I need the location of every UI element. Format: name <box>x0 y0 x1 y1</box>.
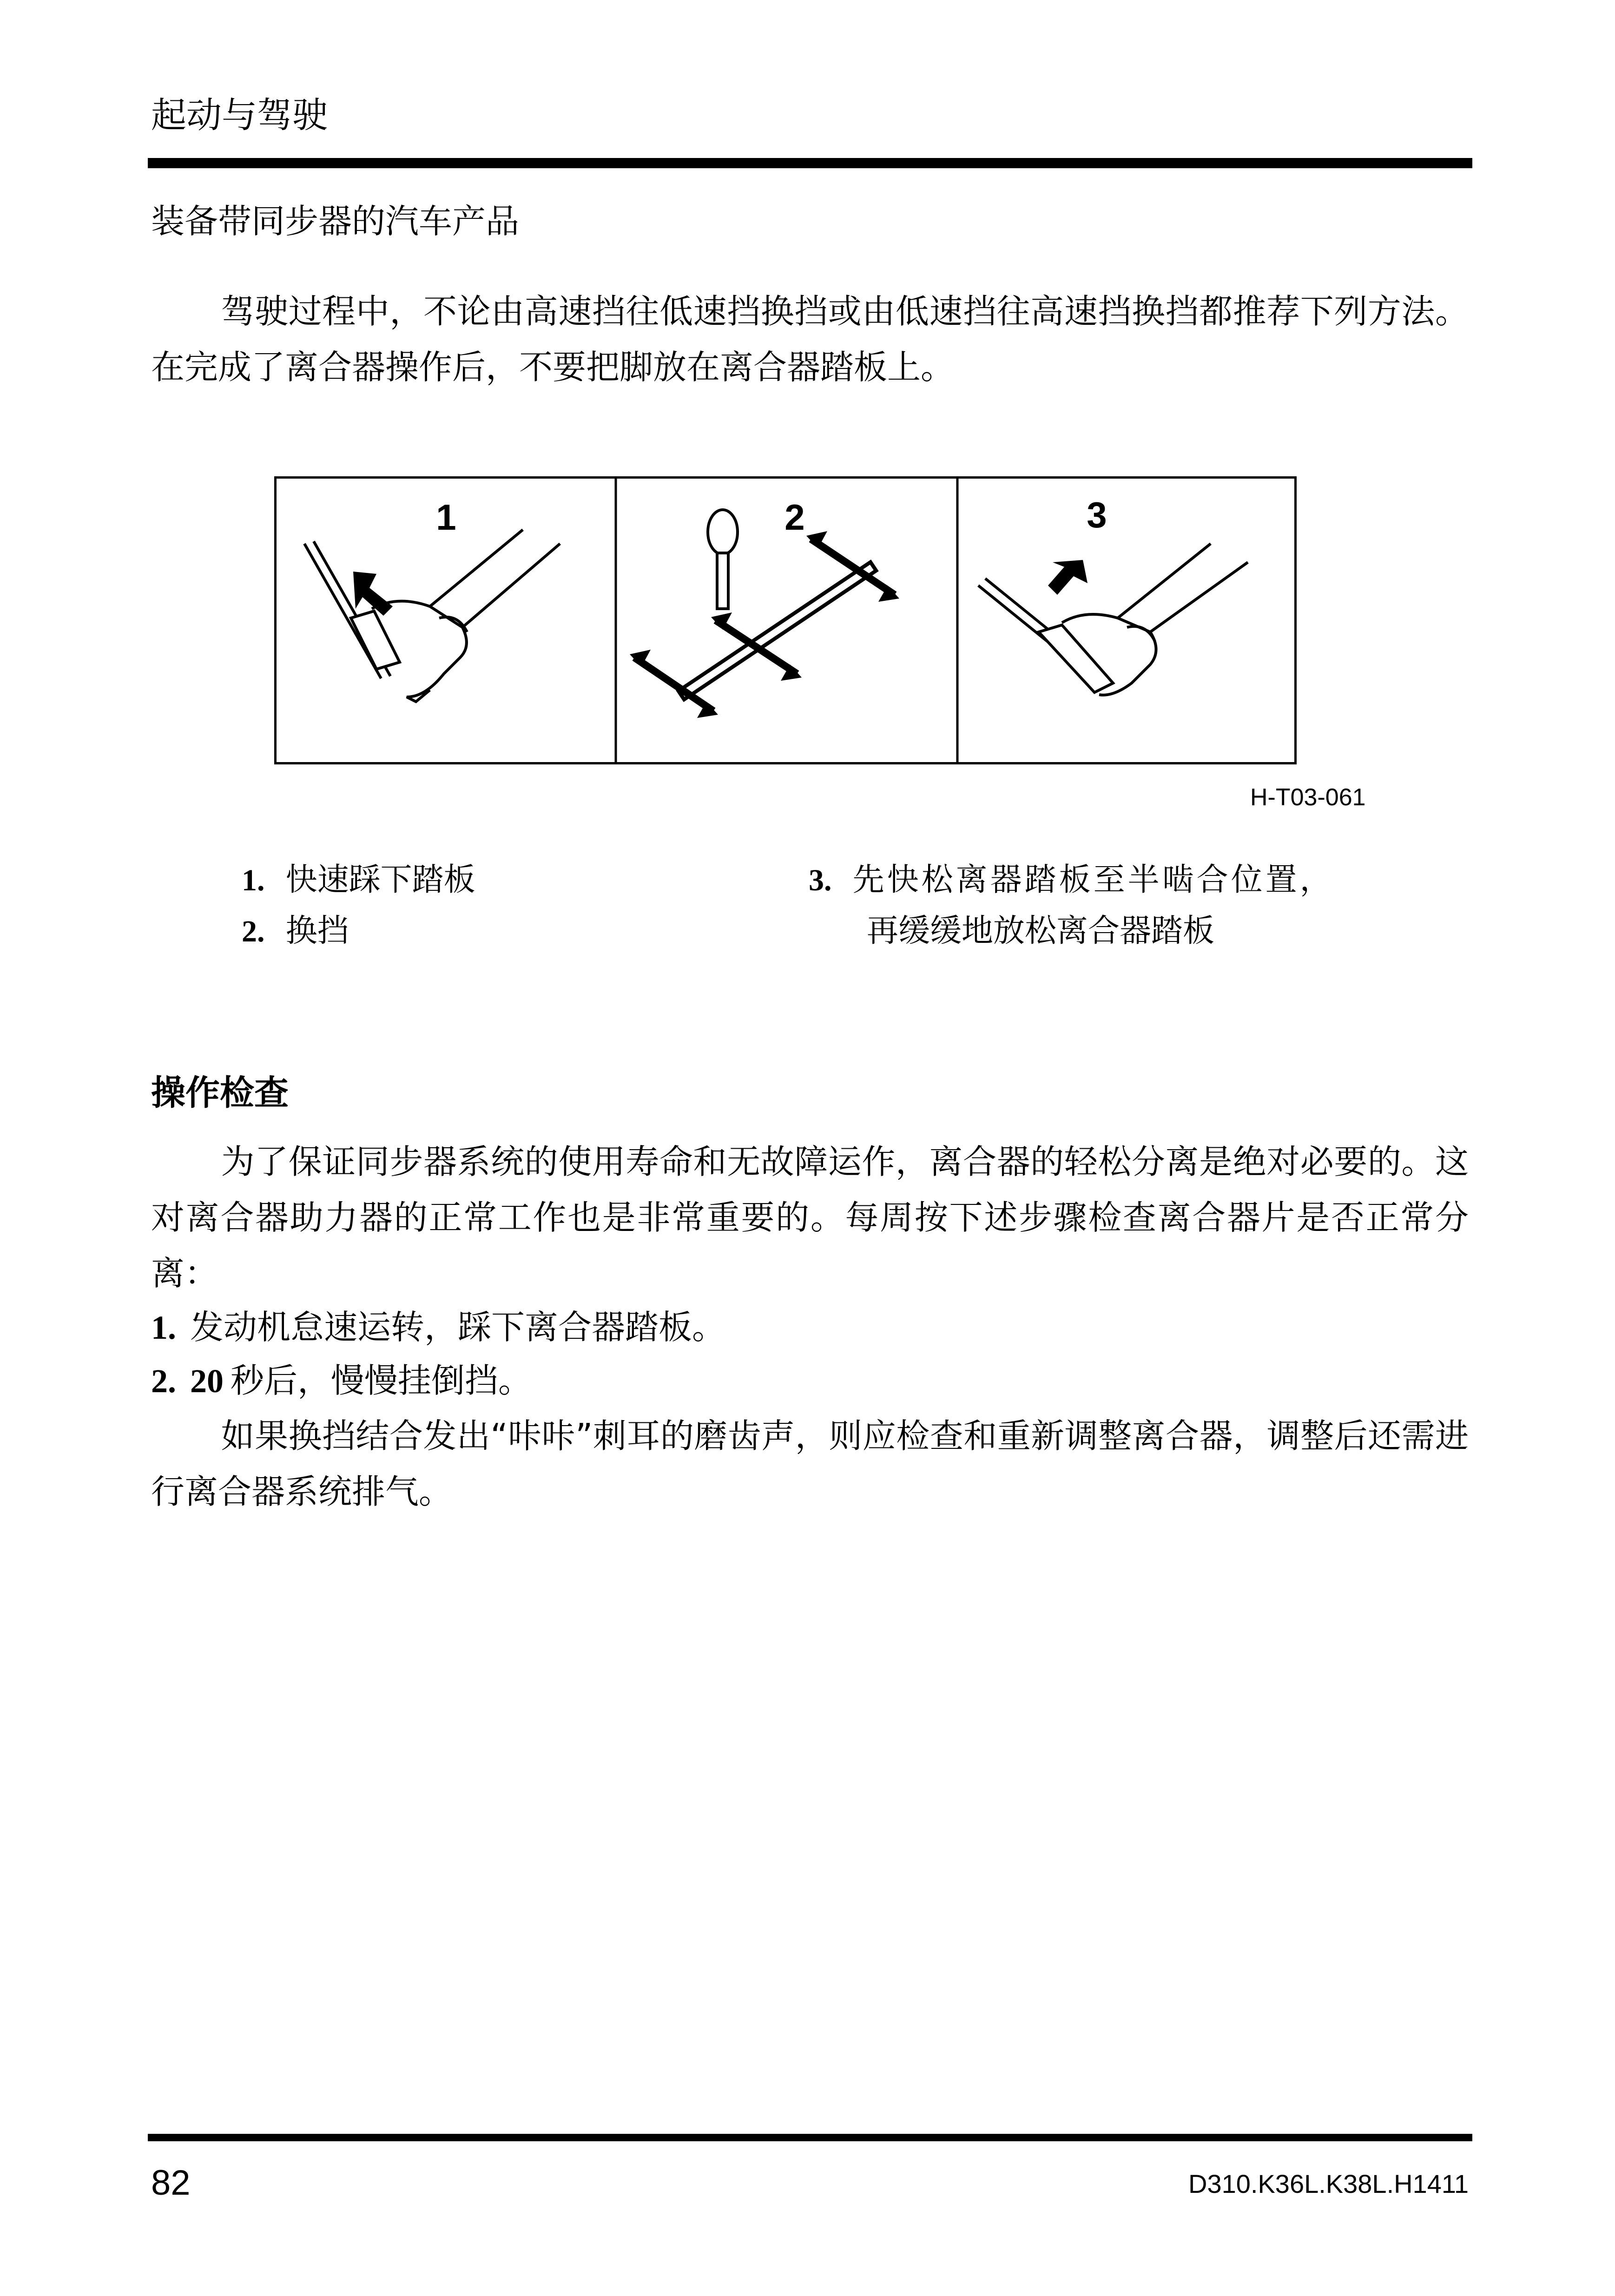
legend-text-line1: 先快松离器踏板至半啮合位置， <box>852 862 1334 898</box>
check-followup-text: 如果换挡结合发出“咔咔”刺耳的磨齿声，则应检查和重新调整离合器，调整后还需进行离合器系统排气。 <box>151 1416 1469 1511</box>
footer-rule <box>148 2134 1472 2141</box>
legend-item-3 <box>809 864 1334 896</box>
chapter-title: 起动与驾驶 <box>151 94 328 136</box>
legend-text: 快速踩下踏板 <box>285 862 475 898</box>
step-number: 1. <box>151 1309 176 1346</box>
figure-code: H-T03-061 <box>1250 784 1366 811</box>
document-code: D310.K36L.K38L.H1411 <box>1188 2169 1469 2198</box>
intro-paragraph <box>151 283 1469 395</box>
operation-check-heading: 操作检查 <box>151 1073 289 1113</box>
legend-text-line2: 再缓缓地放松离合器踏板 <box>867 913 1215 949</box>
panel-number-3: 3 <box>1087 494 1107 535</box>
intro-paragraph-text: 驾驶过程中，不论由高速挡往低速挡换挡或由低速挡往高速挡换挡都推荐下列方法。在完成了离合器操作后，不要把脚放在离合器踏板上。 <box>151 292 1469 387</box>
step-text: 发动机怠速运转，踩下离合器踏板。 <box>190 1308 726 1347</box>
gear-shift-figure <box>274 476 1297 764</box>
figure-illustration <box>277 479 1294 762</box>
gear-shift-illustration <box>630 510 899 718</box>
check-step-1 <box>151 1308 726 1347</box>
step-number: 2. <box>151 1362 176 1400</box>
page-number: 82 <box>151 2163 191 2203</box>
step-text: 秒后，慢慢挂倒挡。 <box>231 1361 532 1400</box>
step-prefix: 20 <box>190 1362 224 1400</box>
check-paragraph <box>151 1134 1469 1301</box>
section-title: 装备带同步器的汽车产品 <box>151 202 520 241</box>
check-step-2 <box>151 1361 532 1400</box>
check-paragraph-text: 为了保证同步器系统的使用寿命和无故障运作，离合器的轻松分离是绝对必要的。这对离合器助力器的正常工作也是非常重要的。每周按下述步骤检查离合器片是否正常分离： <box>151 1142 1469 1293</box>
pedal-release-illustration <box>978 544 1248 695</box>
legend-item-2 <box>242 915 349 947</box>
panel-number-2: 2 <box>784 497 805 538</box>
legend-item-1 <box>242 864 475 896</box>
panel-number-1: 1 <box>436 497 456 538</box>
up-arrow-icon <box>1048 560 1088 595</box>
pedal-press-illustration <box>304 530 560 702</box>
legend-number: 1. <box>242 863 265 897</box>
header-rule <box>148 158 1472 168</box>
check-followup-paragraph <box>151 1408 1469 1520</box>
legend-text: 换挡 <box>285 913 349 949</box>
legend-number: 3. <box>809 863 832 897</box>
legend-number: 2. <box>242 914 265 948</box>
